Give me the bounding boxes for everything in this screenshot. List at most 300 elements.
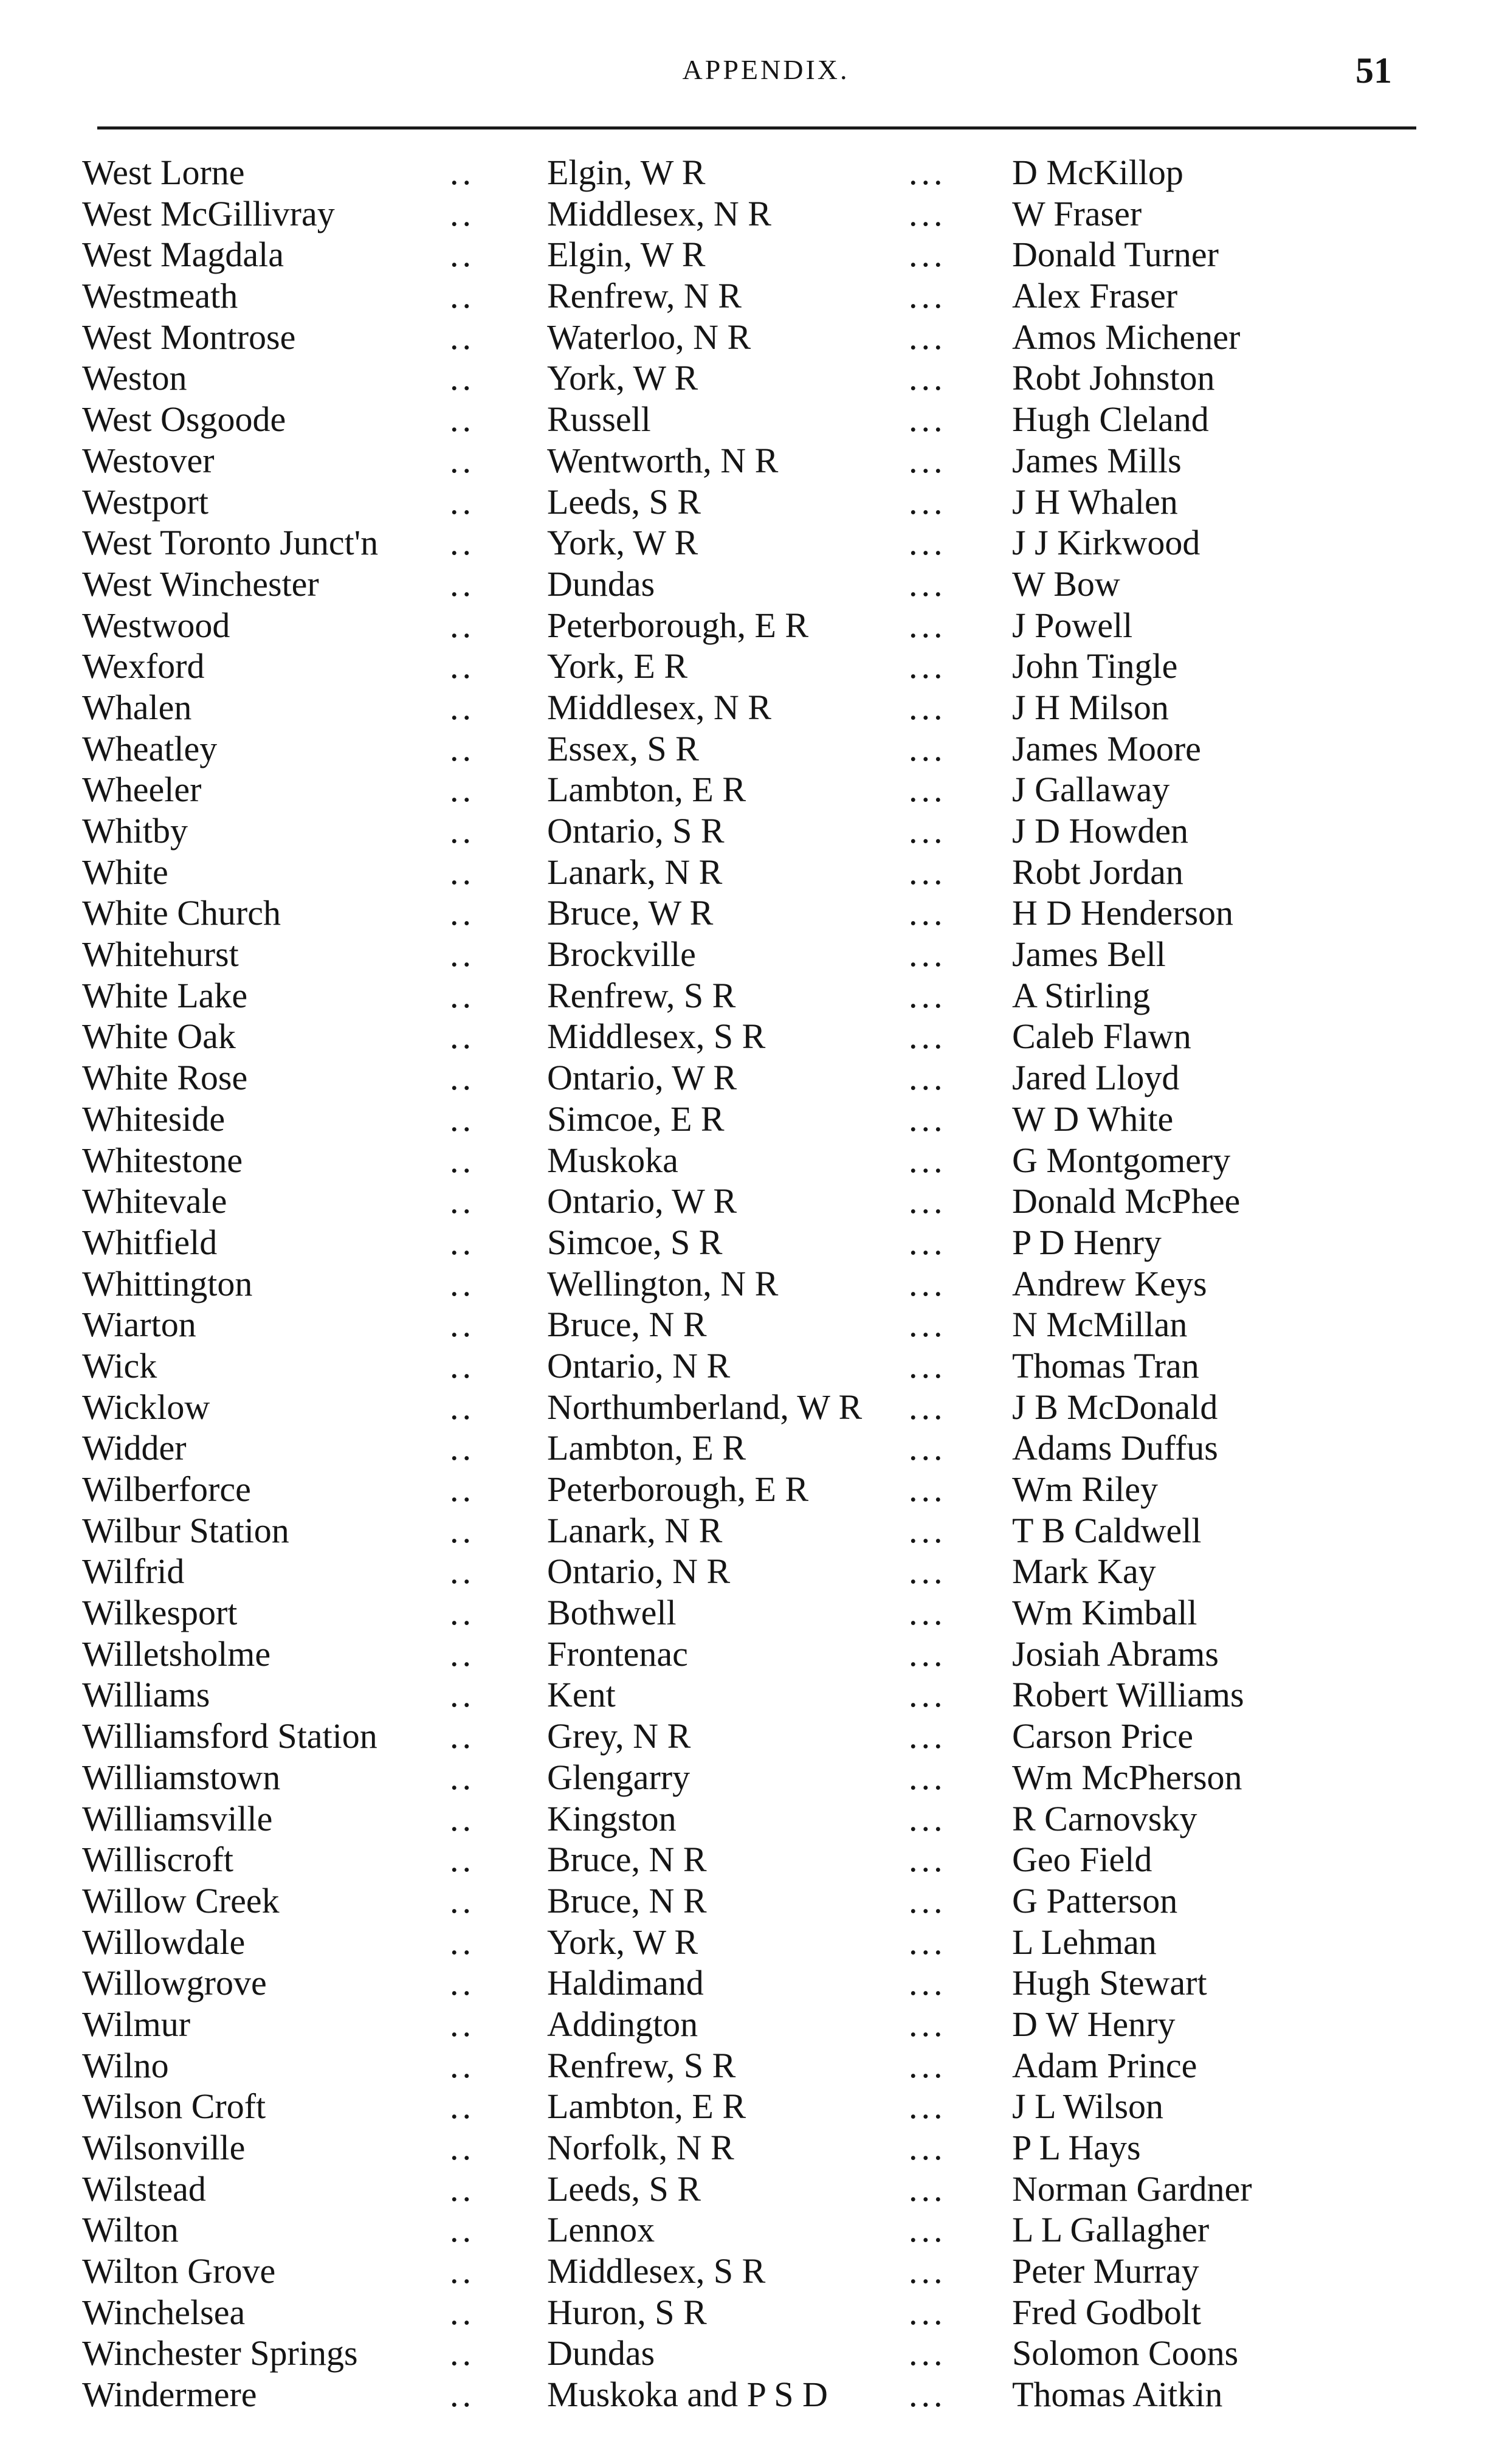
postmaster-name: W Bow (1012, 564, 1120, 604)
postmaster-name: L L Gallagher (1012, 2210, 1210, 2250)
postmaster-name: Amos Michener (1012, 317, 1241, 357)
place-name: Wicklow (82, 1387, 210, 1427)
leader-dots: ... (909, 2004, 946, 2044)
place-name: Wilno (82, 2045, 169, 2085)
leader-dots: ... (909, 728, 946, 768)
place-name: Wick (82, 1345, 157, 1386)
county-name: Lennox (547, 2210, 655, 2250)
county-name: Lambton, E R (547, 1428, 746, 1468)
postmaster-name: R Carnovsky (1012, 1798, 1197, 1838)
list-item (0, 1592, 1488, 1634)
place-name: West Lorne (82, 153, 245, 192)
postmaster-name: W Fraser (1012, 193, 1142, 233)
page-title: APPENDIX. (682, 54, 850, 85)
leader-dots: .. (450, 893, 475, 933)
leader-dots: ... (909, 2086, 946, 2127)
leader-dots: ... (909, 2251, 946, 2291)
county-name: Ontario, W R (547, 1181, 737, 1221)
list-item (0, 2169, 1488, 2210)
leader-dots: ... (909, 687, 946, 727)
leader-dots: .. (450, 1016, 475, 1057)
leader-dots: .. (450, 276, 475, 316)
postmaster-name: D McKillop (1012, 153, 1183, 192)
postmaster-name: Wm McPherson (1012, 1757, 1242, 1797)
page-header (0, 50, 1488, 108)
leader-dots: ... (909, 2045, 946, 2085)
county-name: Peterborough, E R (547, 605, 809, 645)
leader-dots: ... (909, 2292, 946, 2332)
leader-dots: .. (450, 399, 475, 440)
leader-dots: ... (909, 1798, 946, 1838)
postmaster-name: J L Wilson (1012, 2086, 1164, 2127)
leader-dots: .. (450, 2292, 475, 2332)
postmaster-name: Wm Riley (1012, 1469, 1159, 1509)
list-item (0, 1016, 1488, 1057)
place-name: Wilson Croft (82, 2086, 266, 2127)
county-name: Brockville (547, 934, 696, 975)
county-name: York, W R (547, 358, 698, 398)
list-item (0, 646, 1488, 687)
list-item (0, 357, 1488, 399)
postmaster-name: J Gallaway (1012, 770, 1170, 810)
postmaster-name: Thomas Aitkin (1012, 2375, 1223, 2415)
page-number: 51 (1355, 50, 1392, 91)
leader-dots: .. (450, 317, 475, 357)
list-item (0, 1839, 1488, 1880)
county-name: Frontenac (547, 1634, 688, 1674)
list-item (0, 1263, 1488, 1305)
list-item (0, 975, 1488, 1016)
leader-dots: ... (909, 2375, 946, 2415)
leader-dots: .. (450, 1757, 475, 1797)
place-name: West Toronto Junct'n (82, 523, 379, 563)
leader-dots: ... (909, 852, 946, 892)
county-name: Lambton, E R (547, 770, 746, 810)
county-name: Bruce, N R (547, 1840, 707, 1880)
postmaster-name: J J Kirkwood (1012, 523, 1200, 563)
leader-dots: ... (909, 1593, 946, 1633)
postmaster-name: Robt Jordan (1012, 852, 1183, 892)
leader-dots: ... (909, 1757, 946, 1797)
leader-dots: ... (909, 1058, 946, 1098)
county-name: Leeds, S R (547, 2169, 701, 2209)
place-name: Williscroft (82, 1840, 233, 1880)
place-name: Wilstead (82, 2169, 206, 2209)
leader-dots: .. (450, 770, 475, 810)
leader-dots: ... (909, 2333, 946, 2373)
county-name: Bruce, W R (547, 893, 714, 933)
leader-dots: .. (450, 1345, 475, 1386)
place-name: Westover (82, 440, 215, 480)
place-name: White Oak (82, 1016, 236, 1057)
postmaster-name: J B McDonald (1012, 1387, 1218, 1427)
leader-dots: ... (909, 1016, 946, 1057)
leader-dots: .. (450, 440, 475, 480)
postmaster-name: Norman Gardner (1012, 2169, 1252, 2209)
leader-dots: .. (450, 2375, 475, 2415)
postmaster-name: P L Hays (1012, 2128, 1141, 2167)
leader-dots: .. (450, 2210, 475, 2250)
leader-dots: ... (909, 1469, 946, 1509)
place-name: Wilberforce (82, 1469, 251, 1509)
postmaster-name: Jared Lloyd (1012, 1058, 1180, 1098)
place-name: Wexford (82, 646, 205, 686)
list-item (0, 1757, 1488, 1798)
leader-dots: .. (450, 2169, 475, 2209)
leader-dots: ... (909, 893, 946, 933)
leader-dots: ... (909, 193, 946, 233)
leader-dots: .. (450, 153, 475, 192)
leader-dots: .. (450, 564, 475, 604)
county-name: Wellington, N R (547, 1263, 779, 1303)
place-name: Willetsholme (82, 1634, 271, 1674)
postmaster-name: Josiah Abrams (1012, 1634, 1219, 1674)
leader-dots: ... (909, 235, 946, 275)
postmaster-name: H D Henderson (1012, 893, 1234, 933)
list-item (0, 2374, 1488, 2415)
county-name: Kingston (547, 1798, 677, 1838)
leader-dots: .. (450, 235, 475, 275)
list-item (0, 2045, 1488, 2086)
county-name: Dundas (547, 2333, 655, 2373)
county-name: Grey, N R (547, 1716, 691, 1756)
postmaster-name: W D White (1012, 1099, 1174, 1139)
county-name: Lambton, E R (547, 2086, 746, 2127)
list-item (0, 892, 1488, 934)
list-item (0, 1304, 1488, 1345)
county-name: Renfrew, N R (547, 276, 742, 316)
leader-dots: ... (909, 975, 946, 1015)
place-name: Williamsville (82, 1798, 273, 1838)
leader-dots: .. (450, 1798, 475, 1838)
leader-dots: .. (450, 1593, 475, 1633)
leader-dots: ... (909, 276, 946, 316)
list-item (0, 687, 1488, 728)
county-name: Addington (547, 2004, 698, 2044)
county-name: Lanark, N R (547, 852, 723, 892)
place-name: Whitby (82, 811, 188, 851)
place-name: Wilfrid (82, 1551, 185, 1592)
leader-dots: .. (450, 2128, 475, 2167)
leader-dots: ... (909, 358, 946, 398)
county-name: Simcoe, S R (547, 1222, 723, 1262)
list-item (0, 481, 1488, 523)
list-item (0, 1962, 1488, 2004)
county-name: Muskoka (547, 1140, 678, 1180)
leader-dots: .. (450, 1880, 475, 1920)
county-name: Leeds, S R (547, 481, 701, 522)
place-name: White Rose (82, 1058, 248, 1098)
county-name: Northumberland, W R (547, 1387, 863, 1427)
list-item (0, 399, 1488, 440)
leader-dots: ... (909, 646, 946, 686)
place-name: Willow Creek (82, 1880, 280, 1920)
list-item (0, 1922, 1488, 1963)
postmaster-name: P D Henry (1012, 1222, 1162, 1262)
leader-dots: ... (909, 770, 946, 810)
county-name: Kent (547, 1675, 616, 1715)
postmaster-name: Geo Field (1012, 1840, 1152, 1880)
leader-dots: ... (909, 1551, 946, 1592)
list-item (0, 2333, 1488, 2374)
directory-list (0, 152, 1488, 2415)
place-name: Williams (82, 1675, 210, 1715)
postmaster-name: Caleb Flawn (1012, 1016, 1191, 1057)
leader-dots: ... (909, 440, 946, 480)
county-name: Bothwell (547, 1593, 677, 1633)
leader-dots: ... (909, 1840, 946, 1880)
leader-dots: ... (909, 1181, 946, 1221)
county-name: Waterloo, N R (547, 317, 751, 357)
place-name: Wilmur (82, 2004, 191, 2044)
county-name: Glengarry (547, 1757, 691, 1797)
list-item (0, 522, 1488, 564)
place-name: Willowdale (82, 1922, 246, 1962)
leader-dots: .. (450, 1305, 475, 1345)
county-name: Huron, S R (547, 2292, 707, 2332)
leader-dots: .. (450, 1140, 475, 1180)
postmaster-name: Mark Kay (1012, 1551, 1156, 1592)
place-name: Weston (82, 358, 187, 398)
place-name: Whalen (82, 687, 192, 727)
county-name: Middlesex, S R (547, 2251, 766, 2291)
leader-dots: ... (909, 1880, 946, 1920)
leader-dots: .. (450, 2251, 475, 2291)
leader-dots: .. (450, 1428, 475, 1468)
county-name: Dundas (547, 564, 655, 604)
list-item (0, 728, 1488, 770)
county-name: Russell (547, 399, 651, 440)
list-item (0, 2251, 1488, 2292)
place-name: West Osgoode (82, 399, 286, 440)
county-name: Ontario, N R (547, 1345, 731, 1386)
leader-dots: ... (909, 1263, 946, 1303)
postmaster-name: Andrew Keys (1012, 1263, 1207, 1303)
list-item (0, 1716, 1488, 1757)
list-item (0, 1674, 1488, 1716)
list-item (0, 1057, 1488, 1099)
postmaster-name: Fred Godbolt (1012, 2292, 1201, 2332)
leader-dots: .. (450, 358, 475, 398)
place-name: Whitehurst (82, 934, 239, 975)
leader-dots: .. (450, 1222, 475, 1262)
postmaster-name: James Moore (1012, 728, 1201, 768)
leader-dots: .. (450, 852, 475, 892)
leader-dots: ... (909, 934, 946, 975)
postmaster-name: Wm Kimball (1012, 1593, 1197, 1633)
leader-dots: .. (450, 605, 475, 645)
list-item (0, 440, 1488, 481)
postmaster-name: G Montgomery (1012, 1140, 1231, 1180)
list-item (0, 1880, 1488, 1922)
leader-dots: ... (909, 1305, 946, 1345)
place-name: White Church (82, 893, 281, 933)
county-name: Lanark, N R (547, 1510, 723, 1550)
leader-dots: .. (450, 1634, 475, 1674)
postmaster-name: Hugh Cleland (1012, 399, 1209, 440)
county-name: Peterborough, E R (547, 1469, 809, 1509)
postmaster-name: N McMillan (1012, 1305, 1188, 1345)
place-name: Wilkesport (82, 1593, 238, 1633)
leader-dots: ... (909, 317, 946, 357)
county-name: Ontario, N R (547, 1551, 731, 1592)
leader-dots: ... (909, 811, 946, 851)
leader-dots: .. (450, 1716, 475, 1756)
leader-dots: ... (909, 1963, 946, 2003)
list-item (0, 2127, 1488, 2169)
postmaster-name: Thomas Tran (1012, 1345, 1199, 1386)
leader-dots: .. (450, 2333, 475, 2373)
county-name: Elgin, W R (547, 235, 706, 275)
leader-dots: ... (909, 2210, 946, 2250)
place-name: Wheatley (82, 728, 218, 768)
postmaster-name: Carson Price (1012, 1716, 1193, 1756)
list-item (0, 2292, 1488, 2333)
leader-dots: .. (450, 728, 475, 768)
leader-dots: .. (450, 975, 475, 1015)
list-item (0, 769, 1488, 810)
leader-dots: ... (909, 1428, 946, 1468)
place-name: Whitfield (82, 1222, 218, 1262)
list-item (0, 152, 1488, 193)
list-item (0, 934, 1488, 975)
place-name: West Magdala (82, 235, 284, 275)
leader-dots: ... (909, 2169, 946, 2209)
leader-dots: ... (909, 1140, 946, 1180)
county-name: Middlesex, N R (547, 687, 771, 727)
county-name: Bruce, N R (547, 1880, 707, 1920)
leader-dots: .. (450, 2045, 475, 2085)
leader-dots: .. (450, 934, 475, 975)
place-name: Wilbur Station (82, 1510, 289, 1550)
list-item (0, 1345, 1488, 1387)
county-name: Haldimand (547, 1963, 704, 2003)
postmaster-name: J D Howden (1012, 811, 1188, 851)
place-name: Williamstown (82, 1757, 281, 1797)
list-item (0, 1510, 1488, 1551)
list-item (0, 234, 1488, 275)
postmaster-name: Adam Prince (1012, 2045, 1197, 2085)
place-name: Whittington (82, 1263, 253, 1303)
leader-dots: .. (450, 1469, 475, 1509)
leader-dots: ... (909, 1345, 946, 1386)
postmaster-name: Donald Turner (1012, 235, 1219, 275)
postmaster-name: Donald McPhee (1012, 1181, 1241, 1221)
list-item (0, 1181, 1488, 1222)
list-item (0, 275, 1488, 317)
leader-dots: .. (450, 811, 475, 851)
list-item (0, 2086, 1488, 2127)
leader-dots: ... (909, 153, 946, 192)
leader-dots: .. (450, 1510, 475, 1550)
list-item (0, 1427, 1488, 1469)
leader-dots: .. (450, 1840, 475, 1880)
place-name: Westwood (82, 605, 230, 645)
place-name: White Lake (82, 975, 248, 1015)
place-name: Windermere (82, 2375, 257, 2415)
county-name: Essex, S R (547, 728, 699, 768)
place-name: Wilton (82, 2210, 179, 2250)
list-item (0, 852, 1488, 893)
leader-dots: .. (450, 1099, 475, 1139)
place-name: Wilton Grove (82, 2251, 276, 2291)
list-item (0, 1469, 1488, 1510)
county-name: Bruce, N R (547, 1305, 707, 1345)
place-name: Whitestone (82, 1140, 243, 1180)
list-item (0, 564, 1488, 605)
county-name: Middlesex, S R (547, 1016, 766, 1057)
postmaster-name: Alex Fraser (1012, 276, 1178, 316)
county-name: Middlesex, N R (547, 193, 771, 233)
postmaster-name: James Bell (1012, 934, 1166, 975)
leader-dots: ... (909, 1634, 946, 1674)
postmaster-name: J H Milson (1012, 687, 1169, 727)
postmaster-name: Solomon Coons (1012, 2333, 1239, 2373)
postmaster-name: John Tingle (1012, 646, 1178, 686)
place-name: Whiteside (82, 1099, 226, 1139)
county-name: Ontario, S R (547, 811, 725, 851)
place-name: Winchester Springs (82, 2333, 358, 2373)
county-name: York, E R (547, 646, 688, 686)
postmaster-name: G Patterson (1012, 1880, 1178, 1920)
place-name: Willowgrove (82, 1963, 267, 2003)
county-name: York, W R (547, 523, 698, 563)
place-name: West Winchester (82, 564, 319, 604)
leader-dots: ... (909, 399, 946, 440)
leader-dots: .. (450, 481, 475, 522)
place-name: Whitevale (82, 1181, 227, 1221)
list-item (0, 2004, 1488, 2045)
leader-dots: .. (450, 1058, 475, 1098)
postmaster-name: Hugh Stewart (1012, 1963, 1207, 2003)
place-name: West McGillivray (82, 193, 335, 233)
leader-dots: .. (450, 1181, 475, 1221)
leader-dots: .. (450, 1963, 475, 2003)
list-item (0, 1634, 1488, 1675)
leader-dots: .. (450, 2086, 475, 2127)
county-name: Wentworth, N R (547, 440, 779, 480)
leader-dots: .. (450, 1922, 475, 1962)
list-item (0, 1798, 1488, 1840)
postmaster-name: J H Whalen (1012, 481, 1178, 522)
place-name: West Montrose (82, 317, 296, 357)
leader-dots: ... (909, 1510, 946, 1550)
place-name: White (82, 852, 168, 892)
leader-dots: ... (909, 2128, 946, 2167)
leader-dots: ... (909, 564, 946, 604)
header-rule (97, 126, 1416, 129)
place-name: Widder (82, 1428, 187, 1468)
leader-dots: ... (909, 481, 946, 522)
county-name: York, W R (547, 1922, 698, 1962)
leader-dots: .. (450, 1675, 475, 1715)
postmaster-name: Robert Williams (1012, 1675, 1244, 1715)
postmaster-name: Robt Johnston (1012, 358, 1215, 398)
county-name: Muskoka and P S D (547, 2375, 828, 2415)
leader-dots: .. (450, 687, 475, 727)
place-name: Westport (82, 481, 208, 522)
county-name: Norfolk, N R (547, 2128, 734, 2167)
place-name: Wiarton (82, 1305, 196, 1345)
list-item (0, 1140, 1488, 1181)
list-item (0, 1387, 1488, 1428)
postmaster-name: Adams Duffus (1012, 1428, 1218, 1468)
list-item (0, 605, 1488, 646)
list-item (0, 1551, 1488, 1592)
place-name: Winchelsea (82, 2292, 246, 2332)
postmaster-name: T B Caldwell (1012, 1510, 1202, 1550)
county-name: Elgin, W R (547, 153, 706, 192)
